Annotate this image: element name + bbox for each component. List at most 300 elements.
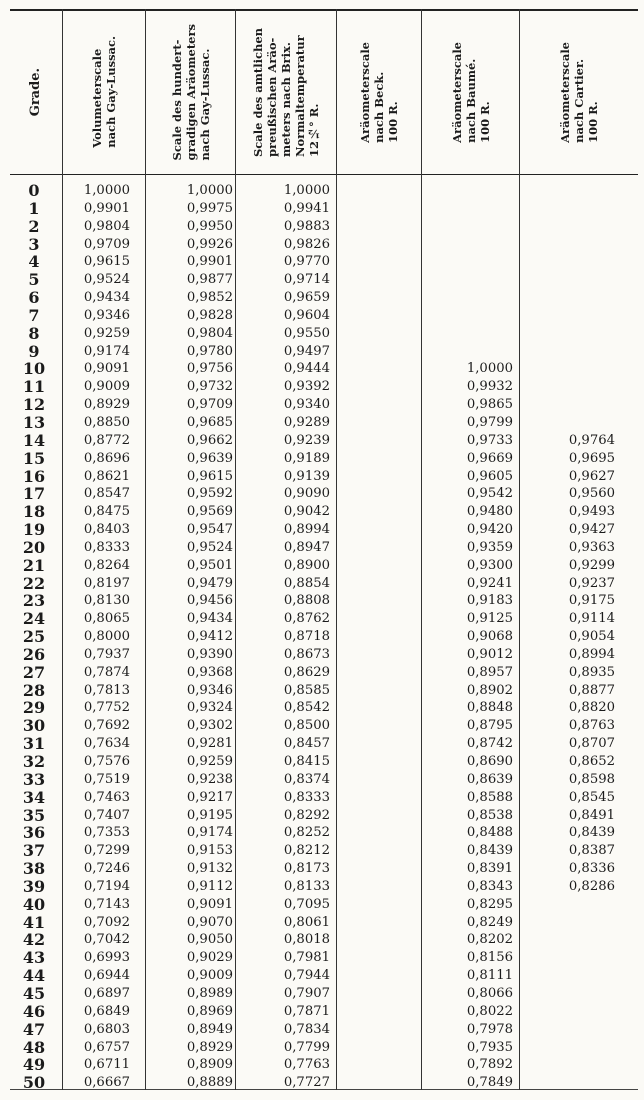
hundertgradig-cell: 0,9569 <box>186 504 233 520</box>
preussisch-cell: 0,7834 <box>283 1021 330 1037</box>
table-row <box>0 807 644 825</box>
cartier-cell: 0,8994 <box>568 646 615 662</box>
hundertgradig-cell: 0,9975 <box>186 200 233 216</box>
hundertgradig-cell: 0,9780 <box>186 343 233 359</box>
hundertgradig-cell: 0,8929 <box>186 1039 233 1055</box>
grade-cell: 10 <box>22 359 46 379</box>
grade-cell: 33 <box>22 769 46 789</box>
volumeter-cell: 0,6803 <box>83 1021 130 1037</box>
header-cartier-cell <box>520 14 638 170</box>
baume-cell: 0,8957 <box>466 664 513 680</box>
hundertgradig-cell: 0,9926 <box>186 236 233 252</box>
preussisch-cell: 0,9189 <box>283 450 330 466</box>
baume-cell: 0,8249 <box>466 914 513 930</box>
grade-cell: 28 <box>22 680 46 700</box>
baume-cell: 0,9300 <box>466 557 513 573</box>
volumeter-cell: 0,7092 <box>83 914 130 930</box>
cartier-cell: 0,9560 <box>568 486 615 502</box>
hundertgradig-cell: 0,9281 <box>186 736 233 752</box>
top-rule <box>10 9 638 11</box>
hundertgradig-cell: 0,9259 <box>186 754 233 769</box>
baume-cell: 0,8156 <box>466 950 513 966</box>
preussisch-cell: 0,9826 <box>283 236 330 252</box>
table-row <box>0 1056 644 1074</box>
hundertgradig-cell: 0,9132 <box>186 861 233 877</box>
baume-cell: 0,9605 <box>466 468 513 484</box>
grade-cell: 25 <box>22 627 46 647</box>
preussisch-cell: 0,9714 <box>283 272 330 288</box>
table-row <box>0 289 644 307</box>
baume-cell: 0,8066 <box>466 985 513 1001</box>
table-row <box>0 860 644 878</box>
table-row <box>0 824 644 842</box>
header-beck: Aräometerscale nach Beck. 100 R. <box>358 41 400 143</box>
grade-cell: 12 <box>22 395 46 415</box>
volumeter-cell: 0,9901 <box>83 200 130 216</box>
grade-cell: 6 <box>28 288 40 308</box>
cartier-cell: 0,9299 <box>568 557 615 573</box>
grade-cell: 46 <box>22 1001 46 1021</box>
table-row <box>0 1039 644 1057</box>
hundertgradig-cell: 0,9732 <box>186 379 233 395</box>
hundertgradig-cell: 0,9302 <box>186 718 233 734</box>
volumeter-cell: 0,8065 <box>83 611 130 627</box>
grade-cell: 27 <box>22 662 46 682</box>
baume-cell: 0,8795 <box>466 718 513 734</box>
cartier-cell: 0,8439 <box>568 825 615 841</box>
hundertgradig-cell: 0,8969 <box>186 1003 233 1019</box>
hundertgradig-cell: 0,9479 <box>186 575 233 591</box>
preussisch-cell: 0,7799 <box>283 1039 330 1055</box>
baume-cell: 0,8391 <box>466 861 513 877</box>
baume-cell: 0,8295 <box>466 896 513 912</box>
baume-cell: 0,9012 <box>466 646 513 662</box>
grade-cell: 40 <box>22 894 46 914</box>
volumeter-cell: 0,7353 <box>83 825 130 841</box>
baume-cell: 0,8639 <box>466 771 513 787</box>
volumeter-cell: 0,6849 <box>83 1003 130 1019</box>
baume-cell: 0,8343 <box>466 878 513 894</box>
hundertgradig-cell: 0,8949 <box>186 1021 233 1037</box>
header-baume: Aräometerscale nach Baumé. 100 R. <box>449 41 492 143</box>
preussisch-cell: 0,7907 <box>283 985 330 1001</box>
volumeter-cell: 0,7813 <box>83 682 130 698</box>
volumeter-cell: 0,8929 <box>83 397 130 413</box>
table-row <box>0 592 644 610</box>
grade-cell: 11 <box>22 377 46 397</box>
hundertgradig-cell: 0,9238 <box>186 771 233 787</box>
header-volumeter: Volumeterscale nach Gay-Lussac. <box>90 36 118 148</box>
cartier-cell: 0,8545 <box>568 789 615 805</box>
table-row <box>0 967 644 985</box>
volumeter-cell: 0,8850 <box>83 414 130 430</box>
preussisch-cell: 0,9604 <box>283 307 330 323</box>
baume-cell: 0,8202 <box>466 932 513 948</box>
baume-cell: 0,9183 <box>466 593 513 609</box>
hundertgradig-cell: 0,9615 <box>186 468 233 484</box>
hundertgradig-cell: 0,9070 <box>186 914 233 930</box>
baume-cell: 0,7935 <box>466 1039 513 1055</box>
baume-cell: 0,8111 <box>466 968 513 984</box>
table-row <box>0 1003 644 1021</box>
hundertgradig-cell: 0,9029 <box>186 950 233 966</box>
grade-cell: 18 <box>22 502 46 522</box>
table-row <box>0 396 644 414</box>
preussisch-cell: 0,7871 <box>283 1003 330 1019</box>
grade-cell: 47 <box>22 1019 46 1039</box>
baume-cell: 0,9542 <box>466 486 513 502</box>
cartier-cell: 0,8387 <box>568 843 615 859</box>
table-row <box>0 771 644 789</box>
table-row <box>0 307 644 325</box>
volumeter-cell: 0,9259 <box>83 325 130 341</box>
header-preussisch: Scale des amtlichen preußischen Aräo- meters nach Brix. Normaltemperatur 12½° R. <box>251 27 321 157</box>
cartier-cell: 0,9695 <box>568 450 615 466</box>
baume-cell: 0,8538 <box>466 807 513 823</box>
grade-cell: 2 <box>28 216 40 236</box>
table-row <box>0 628 644 646</box>
table-row <box>0 664 644 682</box>
grade-cell: 0 <box>28 181 40 200</box>
table-row <box>0 842 644 860</box>
preussisch-cell: 0,9239 <box>283 432 330 448</box>
grade-cell: 15 <box>22 448 46 468</box>
volumeter-cell: 0,7246 <box>83 861 130 877</box>
cartier-cell: 0,8707 <box>568 736 615 752</box>
hundertgradig-cell: 0,9217 <box>186 789 233 805</box>
baume-cell: 0,9241 <box>466 575 513 591</box>
preussisch-cell: 0,8585 <box>283 682 330 698</box>
grade-cell: 49 <box>22 1055 46 1075</box>
cartier-cell: 0,9427 <box>568 522 615 538</box>
preussisch-cell: 0,8173 <box>283 861 330 877</box>
grade-cell: 34 <box>22 787 46 807</box>
cartier-cell: 0,8491 <box>568 807 615 823</box>
preussisch-cell: 0,8457 <box>283 736 330 752</box>
preussisch-cell: 0,7981 <box>283 950 330 966</box>
volumeter-cell: 0,8621 <box>83 468 130 484</box>
table-row <box>0 253 644 271</box>
table-row <box>0 468 644 486</box>
preussisch-cell: 0,8854 <box>283 575 330 591</box>
cartier-cell: 0,9175 <box>568 593 615 609</box>
baume-cell: 0,7892 <box>466 1057 513 1073</box>
header-rule <box>10 174 638 175</box>
volumeter-cell: 0,8130 <box>83 593 130 609</box>
volumeter-cell: 0,7519 <box>83 771 130 787</box>
table-row <box>0 557 644 575</box>
grade-cell: 16 <box>22 466 46 486</box>
hundertgradig-cell: 0,9828 <box>186 307 233 323</box>
cartier-cell: 0,8935 <box>568 664 615 680</box>
cartier-cell: 0,9493 <box>568 504 615 520</box>
grade-cell: 1 <box>28 198 40 218</box>
cartier-cell: 0,8336 <box>568 861 615 877</box>
table-row <box>0 414 644 432</box>
baume-cell: 1,0000 <box>466 361 513 377</box>
cartier-cell: 0,8598 <box>568 771 615 787</box>
preussisch-cell: 0,8629 <box>283 664 330 680</box>
cartier-cell: 0,8820 <box>568 700 615 716</box>
grade-cell: 17 <box>22 484 46 504</box>
volumeter-cell: 0,9804 <box>83 218 130 234</box>
header-preussisch-cell <box>236 14 336 170</box>
cartier-cell: 0,8877 <box>568 682 615 698</box>
preussisch-cell: 0,9883 <box>283 218 330 234</box>
header-volumeter-cell <box>63 14 145 170</box>
table-row <box>0 378 644 396</box>
table-row <box>0 985 644 1003</box>
volumeter-cell: 0,7194 <box>83 878 130 894</box>
preussisch-cell: 0,8947 <box>283 539 330 555</box>
grade-cell: 5 <box>28 270 40 290</box>
preussisch-cell: 0,8018 <box>283 932 330 948</box>
volumeter-cell: 0,8264 <box>83 557 130 573</box>
volumeter-cell: 0,6944 <box>83 968 130 984</box>
volumeter-cell: 0,9091 <box>83 361 130 377</box>
grade-cell: 43 <box>22 948 46 968</box>
grade-cell: 48 <box>22 1037 46 1057</box>
grade-cell: 24 <box>22 609 46 629</box>
table-row <box>0 539 644 557</box>
baume-cell: 0,9125 <box>466 611 513 627</box>
hundertgradig-cell: 0,9950 <box>186 218 233 234</box>
volumeter-cell: 0,6667 <box>83 1075 130 1091</box>
preussisch-cell: 0,7727 <box>283 1075 330 1091</box>
volumeter-cell: 0,9346 <box>83 307 130 323</box>
grade-cell: 20 <box>22 537 46 557</box>
volumeter-cell: 0,7042 <box>83 932 130 948</box>
hundertgradig-cell: 0,9639 <box>186 450 233 466</box>
baume-cell: 0,9480 <box>466 504 513 520</box>
table-row <box>0 610 644 628</box>
cartier-cell: 0,8652 <box>568 754 615 769</box>
baume-cell: 0,8022 <box>466 1003 513 1019</box>
table-row <box>0 1021 644 1039</box>
preussisch-cell: 0,8415 <box>283 754 330 769</box>
volumeter-cell: 0,7752 <box>83 700 130 716</box>
grade-cell: 36 <box>22 823 46 843</box>
hundertgradig-cell: 0,9324 <box>186 700 233 716</box>
table-row <box>0 218 644 236</box>
hundertgradig-cell: 0,9112 <box>186 878 233 894</box>
hundertgradig-cell: 0,9050 <box>186 932 233 948</box>
cartier-cell: 0,9237 <box>568 575 615 591</box>
volumeter-cell: 0,9709 <box>83 236 130 252</box>
table-row <box>0 325 644 343</box>
cartier-cell: 0,9363 <box>568 539 615 555</box>
table-row <box>0 182 644 200</box>
hundertgradig-cell: 0,9685 <box>186 414 233 430</box>
table-row <box>0 360 644 378</box>
hundertgradig-cell: 0,9412 <box>186 629 233 645</box>
cartier-cell: 0,9627 <box>568 468 615 484</box>
table-row <box>0 717 644 735</box>
header-baume-cell <box>422 14 519 170</box>
volumeter-cell: 0,7634 <box>83 736 130 752</box>
header-hundertgradig-cell <box>146 14 235 170</box>
volumeter-cell: 0,9009 <box>83 379 130 395</box>
baume-cell: 0,7978 <box>466 1021 513 1037</box>
hundertgradig-cell: 0,9091 <box>186 896 233 912</box>
table-row <box>0 682 644 700</box>
preussisch-cell: 0,9550 <box>283 325 330 341</box>
grade-cell: 8 <box>28 323 40 343</box>
grade-cell: 37 <box>22 841 46 861</box>
baume-cell: 0,9359 <box>466 539 513 555</box>
cartier-cell: 0,9054 <box>568 629 615 645</box>
hundertgradig-cell: 0,9346 <box>186 682 233 698</box>
table-row <box>0 575 644 593</box>
table-body <box>0 182 644 1092</box>
table-row <box>0 931 644 949</box>
volumeter-cell: 0,6711 <box>83 1057 130 1073</box>
table-row <box>0 432 644 450</box>
table-row <box>0 646 644 664</box>
preussisch-cell: 0,9090 <box>283 486 330 502</box>
grade-cell: 21 <box>22 555 46 575</box>
volumeter-cell: 0,7463 <box>83 789 130 805</box>
grade-cell: 13 <box>22 412 46 432</box>
volumeter-cell: 0,7937 <box>83 646 130 662</box>
table-row <box>0 914 644 932</box>
volumeter-cell: 0,8475 <box>83 504 130 520</box>
volumeter-cell: 0,7143 <box>83 896 130 912</box>
grade-cell: 22 <box>22 573 46 593</box>
volumeter-cell: 0,8403 <box>83 522 130 538</box>
preussisch-cell: 0,8292 <box>283 807 330 823</box>
preussisch-cell: 0,9444 <box>283 361 330 377</box>
baume-cell: 0,9799 <box>466 414 513 430</box>
grade-cell: 9 <box>28 341 40 361</box>
grade-cell: 26 <box>22 644 46 664</box>
baume-cell: 0,9068 <box>466 629 513 645</box>
volumeter-cell: 0,7874 <box>83 664 130 680</box>
table-row <box>0 949 644 967</box>
hundertgradig-cell: 1,0000 <box>186 183 233 198</box>
preussisch-cell: 0,7763 <box>283 1057 330 1073</box>
table-row <box>0 485 644 503</box>
hundertgradig-cell: 0,8989 <box>186 985 233 1001</box>
grade-cell: 3 <box>28 234 40 254</box>
preussisch-cell: 0,8673 <box>283 646 330 662</box>
hundertgradig-cell: 0,9804 <box>186 325 233 341</box>
table-row <box>0 343 644 361</box>
volumeter-cell: 1,0000 <box>83 183 130 198</box>
preussisch-cell: 0,8133 <box>283 878 330 894</box>
grade-cell: 32 <box>22 752 46 771</box>
hundertgradig-cell: 0,9877 <box>186 272 233 288</box>
preussisch-cell: 0,8994 <box>283 522 330 538</box>
table-row <box>0 503 644 521</box>
grade-cell: 38 <box>22 859 46 879</box>
hundertgradig-cell: 0,9852 <box>186 290 233 306</box>
volumeter-cell: 0,8197 <box>83 575 130 591</box>
header-grade-cell <box>10 14 62 170</box>
preussisch-cell: 0,8808 <box>283 593 330 609</box>
preussisch-cell: 0,9770 <box>283 254 330 270</box>
volumeter-cell: 0,8772 <box>83 432 130 448</box>
volumeter-cell: 0,7576 <box>83 754 130 769</box>
hundertgradig-cell: 0,8909 <box>186 1057 233 1073</box>
volumeter-cell: 0,9174 <box>83 343 130 359</box>
preussisch-cell: 0,8762 <box>283 611 330 627</box>
header-grade: Grade. <box>28 67 43 117</box>
hundertgradig-cell: 0,9174 <box>186 825 233 841</box>
preussisch-cell: 0,9941 <box>283 200 330 216</box>
hundertgradig-cell: 0,8889 <box>186 1075 233 1091</box>
volumeter-cell: 0,9434 <box>83 290 130 306</box>
preussisch-cell: 0,8900 <box>283 557 330 573</box>
baume-cell: 0,8690 <box>466 754 513 769</box>
preussisch-cell: 0,9497 <box>283 343 330 359</box>
volumeter-cell: 0,6757 <box>83 1039 130 1055</box>
hundertgradig-cell: 0,9547 <box>186 522 233 538</box>
preussisch-cell: 0,8333 <box>283 789 330 805</box>
grade-cell: 4 <box>28 252 40 272</box>
preussisch-cell: 0,9340 <box>283 397 330 413</box>
hundertgradig-cell: 0,9153 <box>186 843 233 859</box>
preussisch-cell: 0,7095 <box>283 896 330 912</box>
grade-cell: 31 <box>22 734 46 754</box>
baume-cell: 0,8488 <box>466 825 513 841</box>
table-row <box>0 236 644 254</box>
volumeter-cell: 0,7692 <box>83 718 130 734</box>
hundertgradig-cell: 0,9195 <box>186 807 233 823</box>
preussisch-cell: 0,8061 <box>283 914 330 930</box>
preussisch-cell: 0,8500 <box>283 718 330 734</box>
preussisch-cell: 0,8542 <box>283 700 330 716</box>
hundertgradig-cell: 0,9009 <box>186 968 233 984</box>
volumeter-cell: 0,9615 <box>83 254 130 270</box>
table-row <box>0 1074 644 1092</box>
grade-cell: 30 <box>22 716 46 736</box>
baume-cell: 0,9865 <box>466 397 513 413</box>
grade-cell: 14 <box>22 430 46 450</box>
header-beck-cell <box>337 14 421 170</box>
baume-cell: 0,8902 <box>466 682 513 698</box>
table-row <box>0 896 644 914</box>
preussisch-cell: 1,0000 <box>283 183 330 198</box>
hundertgradig-cell: 0,9434 <box>186 611 233 627</box>
preussisch-cell: 0,8252 <box>283 825 330 841</box>
baume-cell: 0,9733 <box>466 432 513 448</box>
baume-cell: 0,7849 <box>466 1075 513 1091</box>
hundertgradig-cell: 0,9901 <box>186 254 233 270</box>
cartier-cell: 0,8763 <box>568 718 615 734</box>
cartier-cell: 0,9764 <box>568 432 615 448</box>
volumeter-cell: 0,6897 <box>83 985 130 1001</box>
hundertgradig-cell: 0,9756 <box>186 361 233 377</box>
table-row <box>0 699 644 717</box>
preussisch-cell: 0,9139 <box>283 468 330 484</box>
volumeter-cell: 0,7299 <box>83 843 130 859</box>
baume-cell: 0,9932 <box>466 379 513 395</box>
hundertgradig-cell: 0,9662 <box>186 432 233 448</box>
preussisch-cell: 0,8212 <box>283 843 330 859</box>
preussisch-cell: 0,8374 <box>283 771 330 787</box>
preussisch-cell: 0,9659 <box>283 290 330 306</box>
baume-cell: 0,8848 <box>466 700 513 716</box>
grade-cell: 35 <box>22 805 46 825</box>
hundertgradig-cell: 0,9709 <box>186 397 233 413</box>
table-row <box>0 789 644 807</box>
baume-cell: 0,8588 <box>466 789 513 805</box>
volumeter-cell: 0,8696 <box>83 450 130 466</box>
hundertgradig-cell: 0,9456 <box>186 593 233 609</box>
table-row <box>0 753 644 771</box>
hundertgradig-cell: 0,9390 <box>186 646 233 662</box>
